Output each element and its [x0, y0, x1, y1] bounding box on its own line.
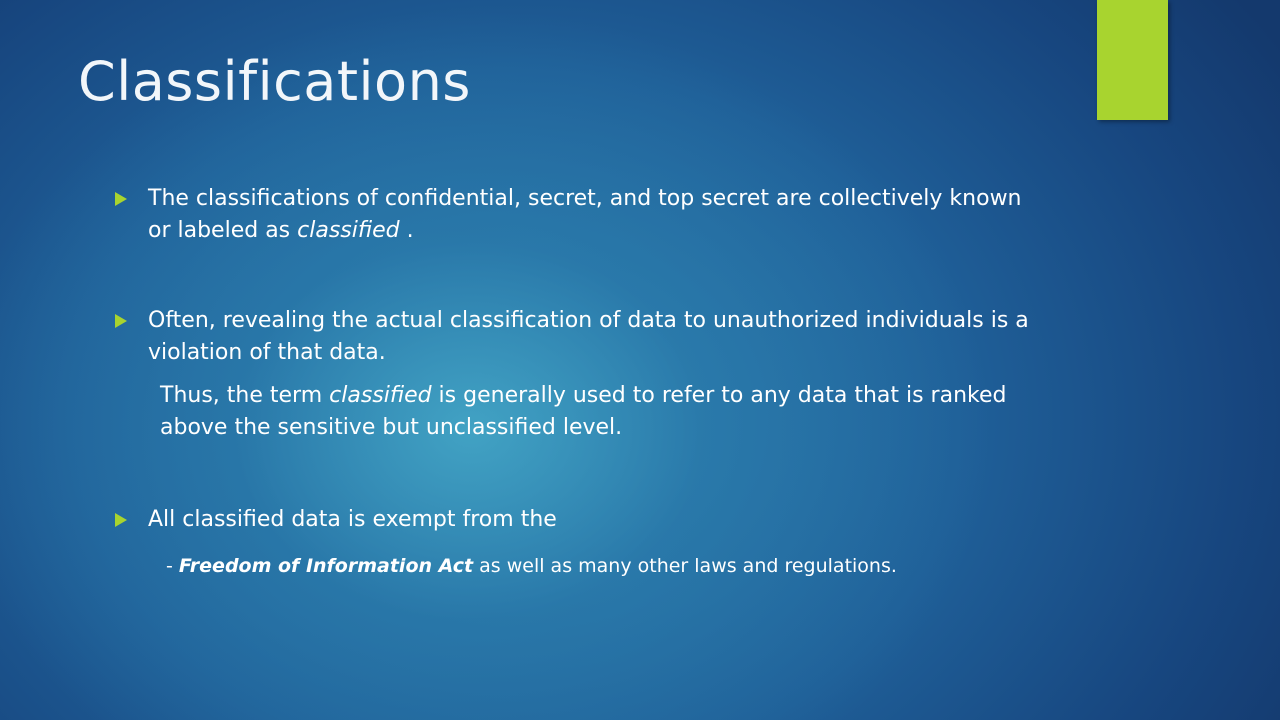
bullet-text-part: The classifications of confidential, secret, and top secret are collectively known or labeled as: [148, 186, 1022, 243]
sub-item-text: as well as many other laws and regulations.: [473, 555, 897, 577]
sub-item-prefix: -: [166, 555, 179, 577]
sub-text-part: Thus, the term: [160, 383, 330, 408]
bullet-text: [148, 183, 1035, 247]
sub-italic-term: classified: [329, 383, 432, 408]
slide-title: Classifications: [78, 50, 471, 113]
bullet-italic-term: classified: [297, 218, 400, 243]
sub-text-part: is generally used to refer to any data that is ranked above the sensitive but unclassified level.: [160, 383, 1007, 440]
bullet-text: All classified data is exempt from the: [148, 507, 557, 532]
sub-item-emphasis: Freedom of Information Act: [178, 555, 474, 577]
arrow-bullet-icon: [115, 314, 127, 328]
accent-bar: [1097, 0, 1168, 120]
bullet-text-part: .: [399, 218, 414, 243]
bullet-item-1: [115, 183, 1035, 247]
bullet-item-3: [115, 504, 1035, 536]
bullet-item-2: [115, 305, 1035, 369]
sub-item: [166, 550, 1066, 582]
arrow-bullet-icon: [115, 192, 127, 206]
arrow-bullet-icon: [115, 513, 127, 527]
sub-paragraph: [160, 380, 1060, 444]
bullet-text: Often, revealing the actual classification of data to unauthorized individuals is a violation of that data.: [148, 308, 1029, 365]
